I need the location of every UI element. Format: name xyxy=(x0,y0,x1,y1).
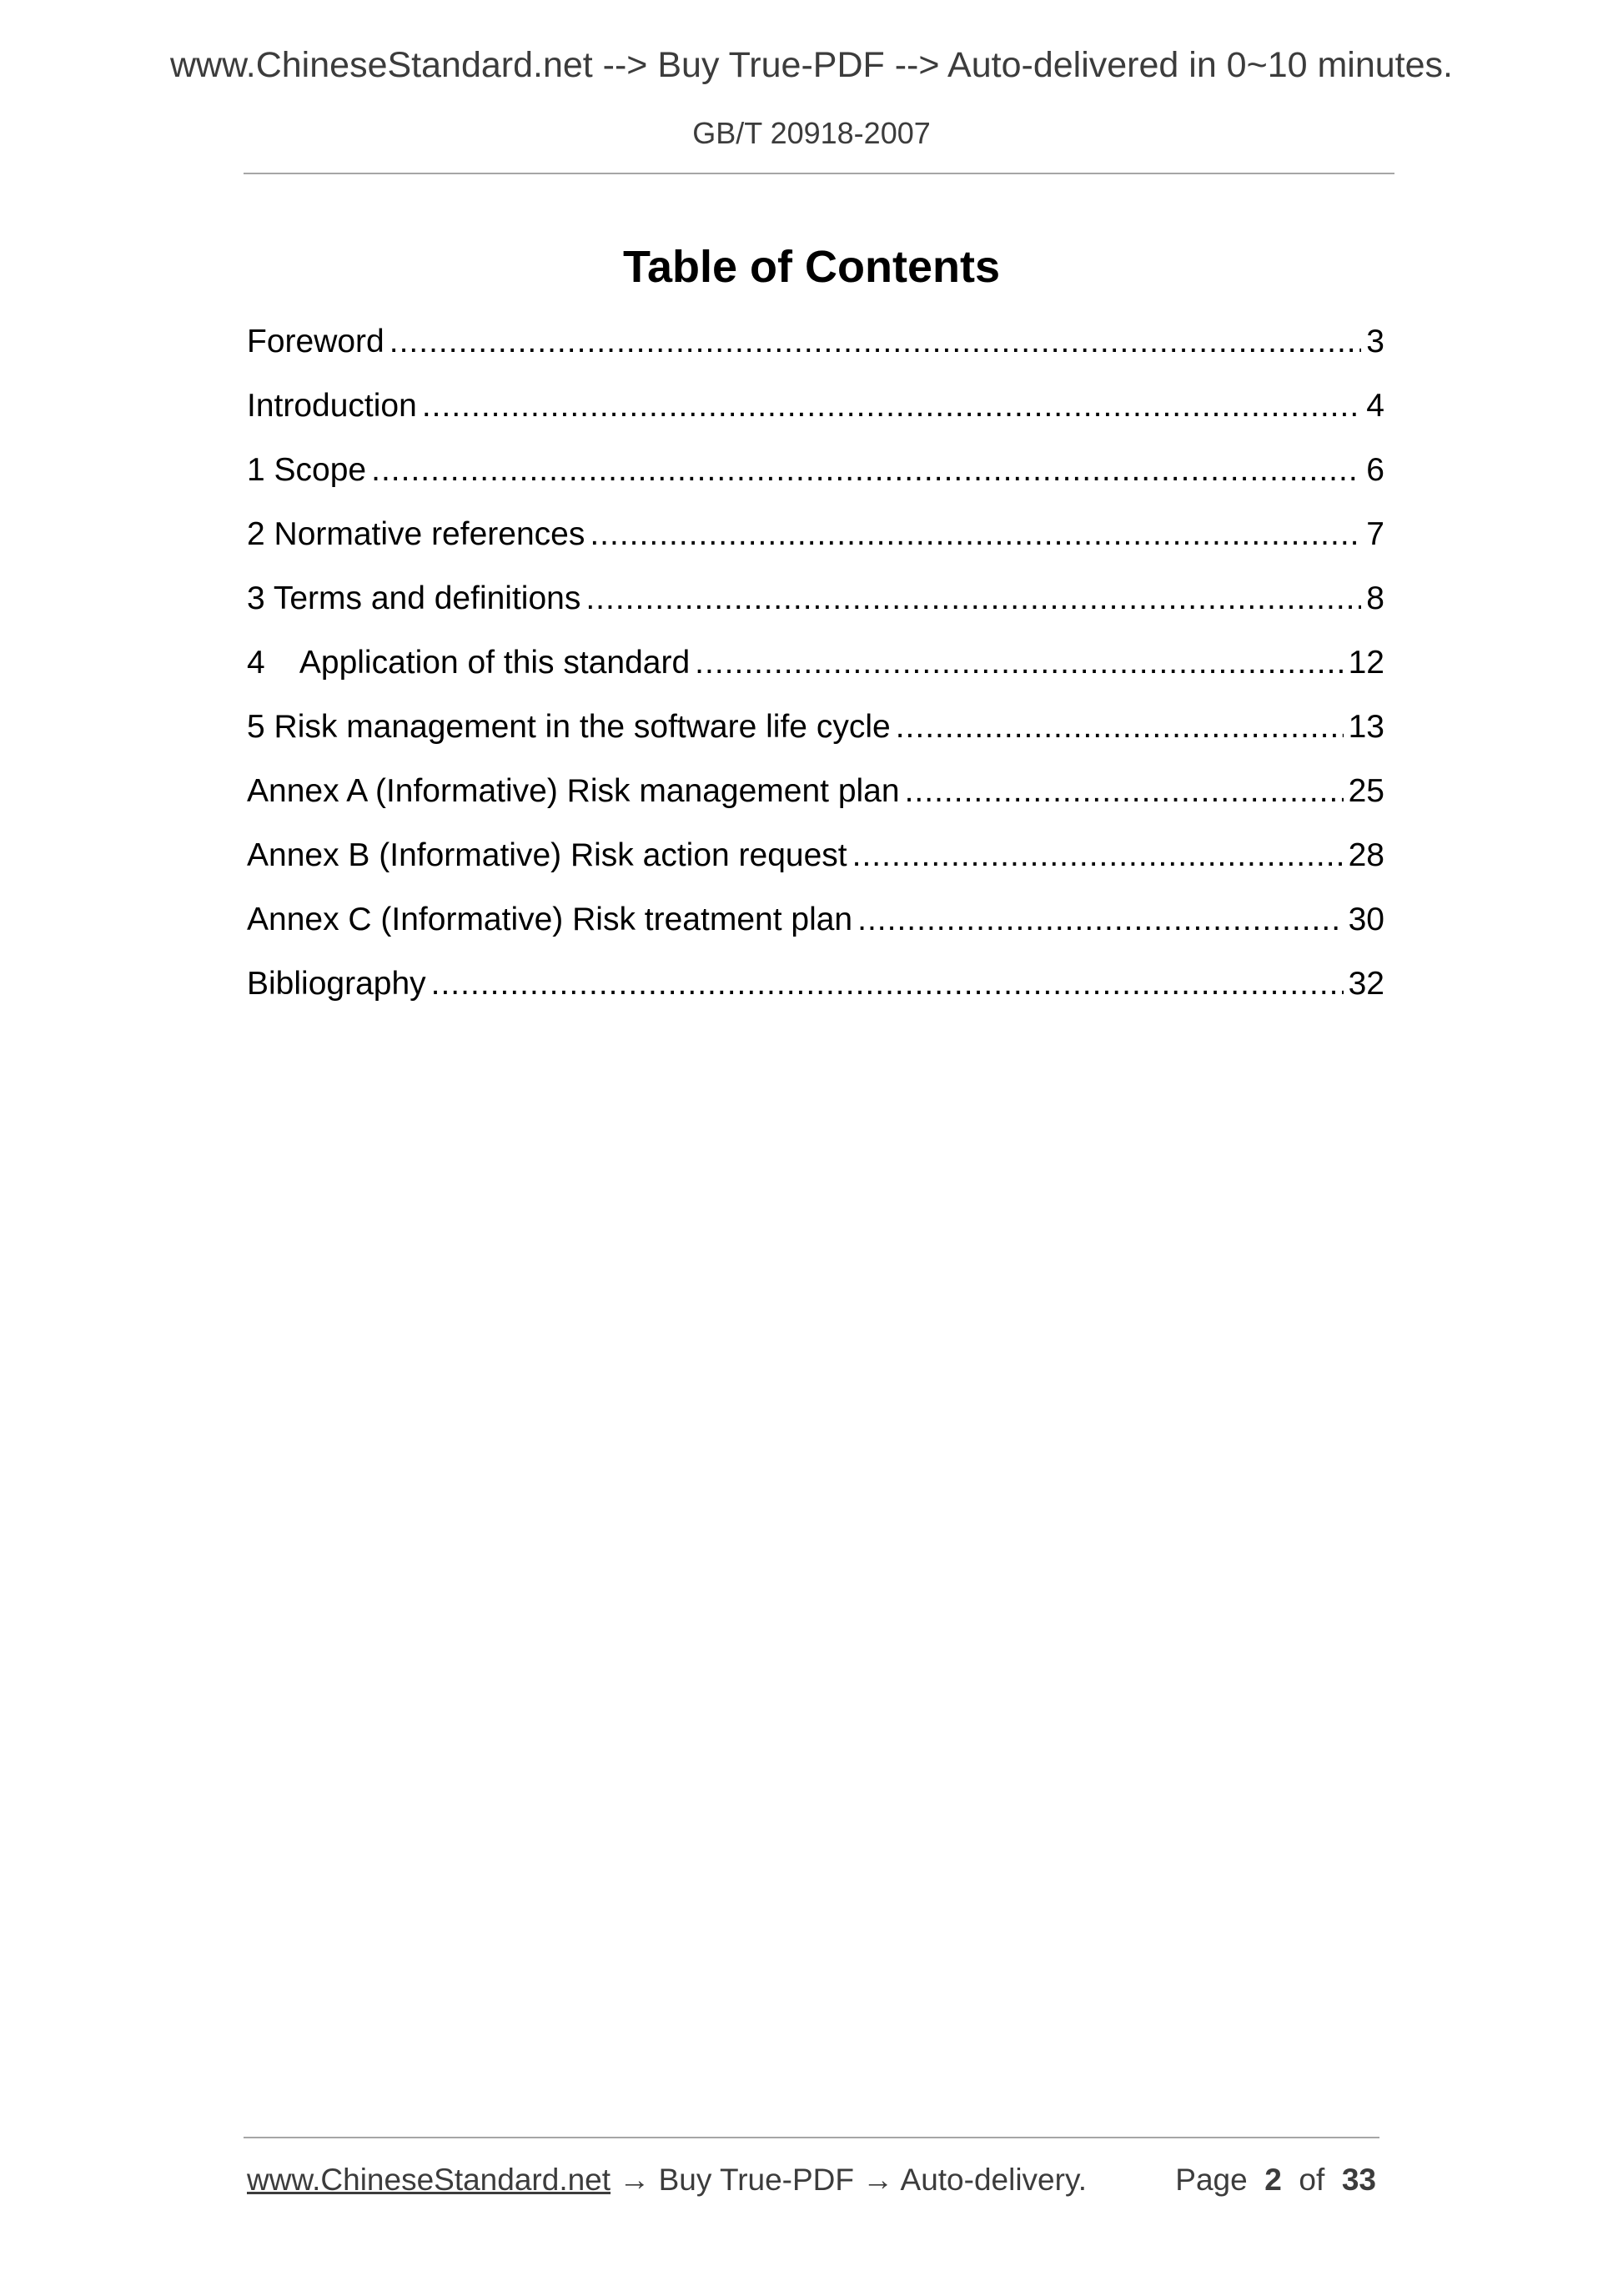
toc-entry-label: Annex C (Informative) Risk treatment plan xyxy=(247,902,853,937)
total-pages-number: 33 xyxy=(1341,2163,1376,2197)
page-indicator xyxy=(1175,2157,1376,2203)
toc-entry-risk-management-life-cycle[interactable] xyxy=(247,702,1384,766)
toc-leader-dots xyxy=(590,510,1361,560)
toc-leader-dots xyxy=(585,574,1361,624)
toc-entry-page: 3 xyxy=(1366,324,1384,359)
toc-entry-page: 32 xyxy=(1348,966,1384,1002)
toc-entry-annex-b[interactable] xyxy=(247,831,1384,895)
header-divider xyxy=(244,173,1394,174)
toc-leader-dots xyxy=(896,702,1344,752)
footer-promo xyxy=(247,2157,1087,2203)
current-page-number: 2 xyxy=(1264,2163,1282,2197)
toc-leader-dots xyxy=(905,766,1344,816)
toc-entry-annex-c[interactable] xyxy=(247,895,1384,959)
footer-divider xyxy=(244,2137,1379,2138)
toc-entry-scope[interactable] xyxy=(247,445,1384,510)
toc-entry-page: 7 xyxy=(1366,516,1384,552)
toc-entry-bibliography[interactable] xyxy=(247,959,1384,1023)
toc-leader-dots xyxy=(431,959,1344,1009)
toc-list xyxy=(247,317,1384,1023)
toc-entry-introduction[interactable] xyxy=(247,381,1384,445)
toc-leader-dots xyxy=(422,381,1361,431)
toc-entry-label: Introduction xyxy=(247,388,417,424)
toc-entry-label: 5 Risk management in the software life cycle xyxy=(247,709,891,745)
toc-entry-foreword[interactable] xyxy=(247,317,1384,381)
toc-leader-dots xyxy=(371,445,1361,495)
document-code: GB/T 20918-2007 xyxy=(692,116,931,150)
top-banner: www.ChineseStandard.net --> Buy True-PDF --> Auto-delivered in 0~10 minutes. xyxy=(169,45,1453,85)
toc-leader-dots xyxy=(695,638,1343,688)
toc-leader-dots xyxy=(389,317,1362,367)
toc-entry-label: 1 Scope xyxy=(247,452,367,488)
toc-entry-page: 4 xyxy=(1366,388,1384,424)
of-word: of xyxy=(1299,2163,1325,2197)
toc-entry-page: 13 xyxy=(1348,709,1384,745)
toc-entry-application[interactable] xyxy=(247,638,1384,702)
footer-site-link[interactable]: www.ChineseStandard.net xyxy=(247,2163,611,2197)
toc-entry-label: 3 Terms and definitions xyxy=(247,580,581,616)
toc-entry-label: Annex B (Informative) Risk action request xyxy=(247,837,847,873)
toc-entry-label: 4 Application of this standard xyxy=(247,645,691,681)
toc-entry-terms-and-definitions[interactable] xyxy=(247,574,1384,638)
toc-leader-dots xyxy=(852,831,1344,881)
toc-entry-page: 28 xyxy=(1348,837,1384,873)
toc-entry-page: 12 xyxy=(1348,645,1384,681)
toc-leader-dots xyxy=(857,895,1344,945)
page-word: Page xyxy=(1175,2163,1248,2197)
toc-entry-normative-references[interactable] xyxy=(247,510,1384,574)
toc-entry-label: 2 Normative references xyxy=(247,516,585,552)
toc-title: Table of Contents xyxy=(623,242,1000,292)
page-footer xyxy=(247,2157,1376,2207)
toc-entry-page: 6 xyxy=(1366,452,1384,488)
toc-entry-annex-a[interactable] xyxy=(247,766,1384,831)
footer-tagline: → Buy True-PDF → Auto-delivery. xyxy=(611,2163,1087,2197)
toc-entry-label: Bibliography xyxy=(247,966,426,1002)
toc-entry-page: 25 xyxy=(1348,773,1384,809)
toc-entry-page: 30 xyxy=(1348,902,1384,937)
toc-entry-label: Annex A (Informative) Risk management plan xyxy=(247,773,900,809)
toc-entry-label: Foreword xyxy=(247,324,384,359)
toc-entry-page: 8 xyxy=(1366,580,1384,616)
